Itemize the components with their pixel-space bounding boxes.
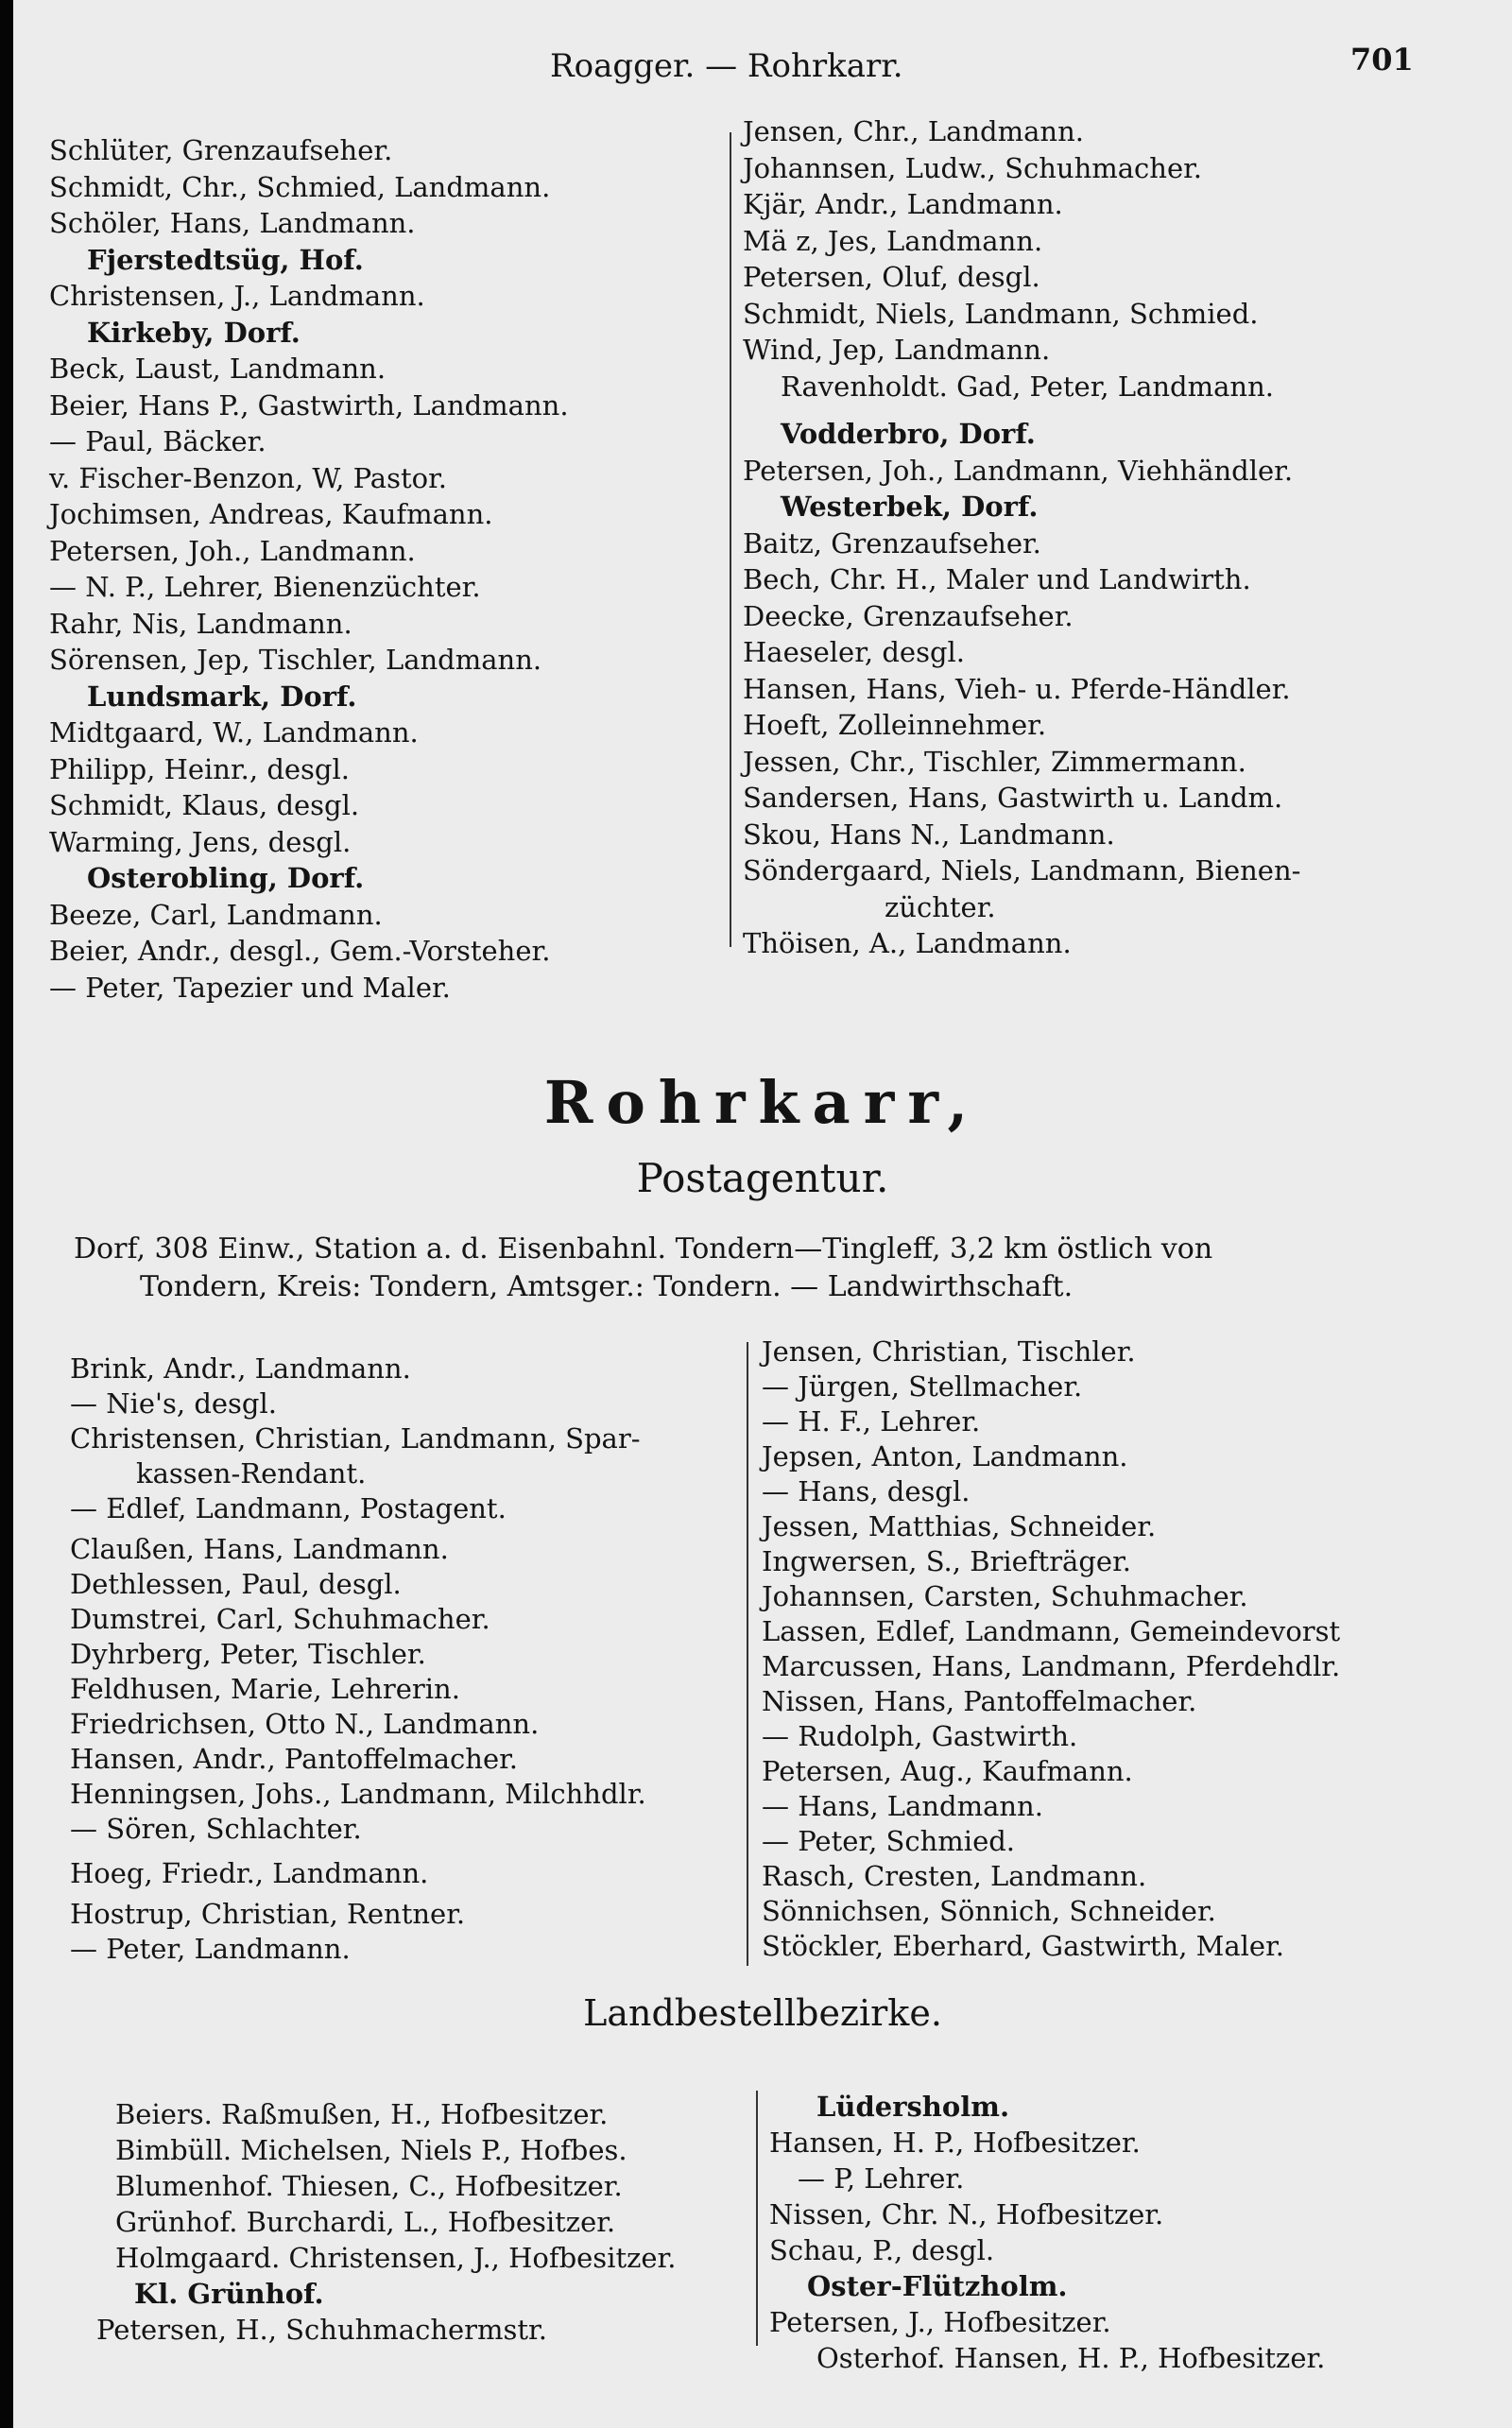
list-item: Beeze, Carl, Landmann. [49, 898, 383, 931]
list-item: — Edlef, Landmann, Postagent. [70, 1492, 507, 1524]
list-item: — Sören, Schlachter. [70, 1813, 362, 1845]
list-item: — Hans, Landmann. [762, 1790, 1043, 1822]
place-heading: Oster-Flützholm. [807, 2270, 1068, 2302]
list-item: Christensen, Christian, Landmann, Spar- [70, 1422, 641, 1455]
column-divider [756, 2091, 758, 2346]
list-item: Jessen, Matthias, Schneider. [762, 1510, 1157, 1542]
list-item: Dethlessen, Paul, desgl. [70, 1568, 402, 1600]
description-line: Tondern, Kreis: Tondern, Amtsger.: Tondern. — Landwirthschaft. [140, 1270, 1074, 1303]
list-item: Kjär, Andr., Landmann. [743, 188, 1063, 220]
list-item: Hoeg, Friedr., Landmann. [70, 1857, 429, 1889]
list-item: — H. F., Lehrer. [762, 1405, 981, 1438]
list-item: — Rudolph, Gastwirth. [762, 1720, 1078, 1752]
bottom-right-column [769, 2089, 1325, 2376]
list-item: Petersen, Aug., Kaufmann. [762, 1755, 1133, 1787]
place-heading: Fjerstedtsüg, Hof. [87, 243, 364, 276]
list-item: — Peter, Tapezier und Maler. [49, 971, 451, 1004]
list-item: Bimbüll. Michelsen, Niels P., Hofbes. [115, 2134, 627, 2166]
list-item: Holmgaard. Christensen, J., Hofbesitzer. [115, 2242, 677, 2274]
mid-left-column [70, 1352, 646, 1967]
list-item: Beck, Laust, Landmann. [49, 353, 387, 385]
list-item: Hostrup, Christian, Rentner. [70, 1898, 466, 1930]
page-title: Rohrkarr, [543, 1068, 982, 1137]
place-heading: Osterobling, Dorf. [87, 862, 365, 894]
list-item: Mä z, Jes, Landmann. [743, 224, 1043, 257]
list-item: Petersen, Joh., Landmann, Viehhändler. [743, 454, 1294, 487]
list-item: Deecke, Grenzaufseher. [743, 599, 1074, 632]
list-item: Feldhusen, Marie, Lehrerin. [70, 1673, 460, 1705]
list-item: — P, Lehrer. [798, 2162, 965, 2195]
mid-right-column [762, 1335, 1340, 1964]
column-divider [730, 132, 731, 947]
list-item: Philipp, Heinr., desgl. [49, 752, 350, 785]
place-entry: Ravenholdt. Gad, Peter, Landmann. [781, 370, 1274, 403]
list-item: Ingwersen, S., Briefträger. [762, 1545, 1131, 1577]
list-item-continuation: kassen-Rendant. [136, 1457, 367, 1490]
place-entry: Osterhof. Hansen, H. P., Hofbesitzer. [816, 2342, 1326, 2374]
section-title: Landbestellbezirke. [583, 1992, 942, 2034]
list-item: Schlüter, Grenzaufseher. [49, 134, 393, 166]
list-item: Rahr, Nis, Landmann. [49, 607, 352, 640]
list-item: v. Fischer-Benzon, W, Pastor. [49, 461, 447, 494]
list-item: Haeseler, desgl. [743, 636, 966, 668]
list-item: Christensen, J., Landmann. [49, 280, 425, 312]
list-item: Söndergaard, Niels, Landmann, Bienen- [743, 854, 1301, 887]
list-item: Schmidt, Niels, Landmann, Schmied. [743, 297, 1259, 330]
column-divider [747, 1342, 748, 1966]
place-heading: Westerbek, Dorf. [781, 491, 1039, 523]
list-item: Thöisen, A., Landmann. [743, 927, 1072, 959]
description-line: Dorf, 308 Einw., Station a. d. Eisenbahnl. Tondern—Tingleff, 3,2 km östlich von [74, 1232, 1213, 1266]
list-item: Petersen, Joh., Landmann. [49, 534, 416, 567]
bottom-left-column [96, 2096, 677, 2348]
place-description [74, 1231, 1453, 1306]
list-item: Hansen, Hans, Vieh- u. Pferde-Händler. [743, 672, 1291, 705]
list-item: Jepsen, Anton, Landmann. [762, 1440, 1128, 1472]
list-item-continuation: züchter. [885, 890, 996, 923]
list-item: Wind, Jep, Landmann. [743, 334, 1051, 366]
running-header: Roagger. — Rohrkarr. [550, 47, 903, 85]
place-heading: Kl. Grünhof. [134, 2278, 324, 2310]
list-item: Beier, Andr., desgl., Gem.-Vorsteher. [49, 935, 551, 967]
list-item: Petersen, Oluf, desgl. [743, 261, 1040, 293]
list-item: Baitz, Grenzaufseher. [743, 526, 1041, 560]
list-item: Sandersen, Hans, Gastwirth u. Landm. [743, 782, 1283, 814]
list-item: Stöckler, Eberhard, Gastwirth, Maler. [762, 1930, 1284, 1962]
list-item: Dyhrberg, Peter, Tischler. [70, 1638, 426, 1670]
list-item: Bech, Chr. H., Maler und Landwirth. [743, 563, 1251, 595]
list-item: Beier, Hans P., Gastwirth, Landmann. [49, 388, 569, 422]
list-item: Hoeft, Zolleinnehmer. [743, 709, 1047, 741]
subtitle: Postagentur. [636, 1155, 889, 1201]
list-item: Johannsen, Ludw., Schuhmacher. [743, 151, 1203, 184]
list-item: Claußen, Hans, Landmann. [70, 1533, 449, 1565]
list-item: Jochimsen, Andreas, Kaufmann. [49, 498, 493, 530]
list-item: Sörensen, Jep, Tischler, Landmann. [49, 644, 542, 676]
list-item: Sönnichsen, Sönnich, Schneider. [762, 1895, 1216, 1927]
list-item: — Paul, Bäcker. [49, 425, 266, 457]
place-heading: Kirkeby, Dorf. [87, 316, 301, 349]
list-item: Marcussen, Hans, Landmann, Pferdehdlr. [762, 1650, 1341, 1682]
list-item: Lassen, Edlef, Landmann, Gemeindevorst [762, 1615, 1341, 1647]
list-item: Schöler, Hans, Landmann. [49, 207, 416, 239]
place-heading: Lüdersholm. [816, 2091, 1010, 2123]
page-number: 701 [1350, 42, 1414, 77]
list-item: Grünhof. Burchardi, L., Hofbesitzer. [115, 2206, 616, 2238]
list-item: Schmidt, Chr., Schmied, Landmann. [49, 170, 551, 203]
list-item: Petersen, J., Hofbesitzer. [769, 2306, 1111, 2338]
list-item: — Peter, Landmann. [70, 1933, 351, 1965]
place-heading: Lundsmark, Dorf. [87, 680, 357, 713]
list-item: — Hans, desgl. [762, 1475, 971, 1507]
list-item: Nissen, Hans, Pantoffelmacher. [762, 1685, 1197, 1717]
list-item: Jessen, Chr., Tischler, Zimmermann. [743, 745, 1246, 778]
list-item: Johannsen, Carsten, Schuhmacher. [762, 1580, 1248, 1612]
list-item: — Peter, Schmied. [762, 1825, 1016, 1857]
list-item: Hansen, Andr., Pantoffelmacher. [70, 1743, 519, 1775]
list-item: Hansen, H. P., Hofbesitzer. [769, 2127, 1141, 2159]
list-item: Warming, Jens, desgl. [49, 825, 352, 858]
directory-page [13, 0, 1512, 2428]
top-left-column [49, 132, 569, 1006]
list-item: — Nie's, desgl. [70, 1387, 277, 1420]
list-item: Jensen, Chr., Landmann. [743, 115, 1084, 147]
list-item: Henningsen, Johs., Landmann, Milchhdlr. [70, 1778, 646, 1810]
list-item: Petersen, H., Schuhmachermstr. [96, 2314, 547, 2346]
list-item: — Jürgen, Stellmacher. [762, 1370, 1083, 1403]
list-item: Blumenhof. Thiesen, C., Hofbesitzer. [115, 2170, 623, 2202]
list-item: Schmidt, Klaus, desgl. [49, 789, 360, 821]
list-item: Beiers. Raßmußen, H., Hofbesitzer. [115, 2098, 609, 2130]
list-item: Dumstrei, Carl, Schuhmacher. [70, 1603, 490, 1635]
list-item: Jensen, Christian, Tischler. [762, 1335, 1136, 1368]
list-item: Skou, Hans N., Landmann. [743, 818, 1115, 851]
list-item: Nissen, Chr. N., Hofbesitzer. [769, 2198, 1164, 2230]
list-item: Midtgaard, W., Landmann. [49, 716, 419, 749]
list-item: Friedrichsen, Otto N., Landmann. [70, 1708, 540, 1740]
list-item: Schau, P., desgl. [769, 2234, 995, 2266]
list-item: Brink, Andr., Landmann. [70, 1352, 411, 1385]
list-item: Rasch, Cresten, Landmann. [762, 1860, 1147, 1892]
place-heading: Vodderbro, Dorf. [781, 418, 1036, 450]
list-item: — N. P., Lehrer, Bienenzüchter. [49, 571, 481, 603]
top-right-column [743, 113, 1300, 962]
